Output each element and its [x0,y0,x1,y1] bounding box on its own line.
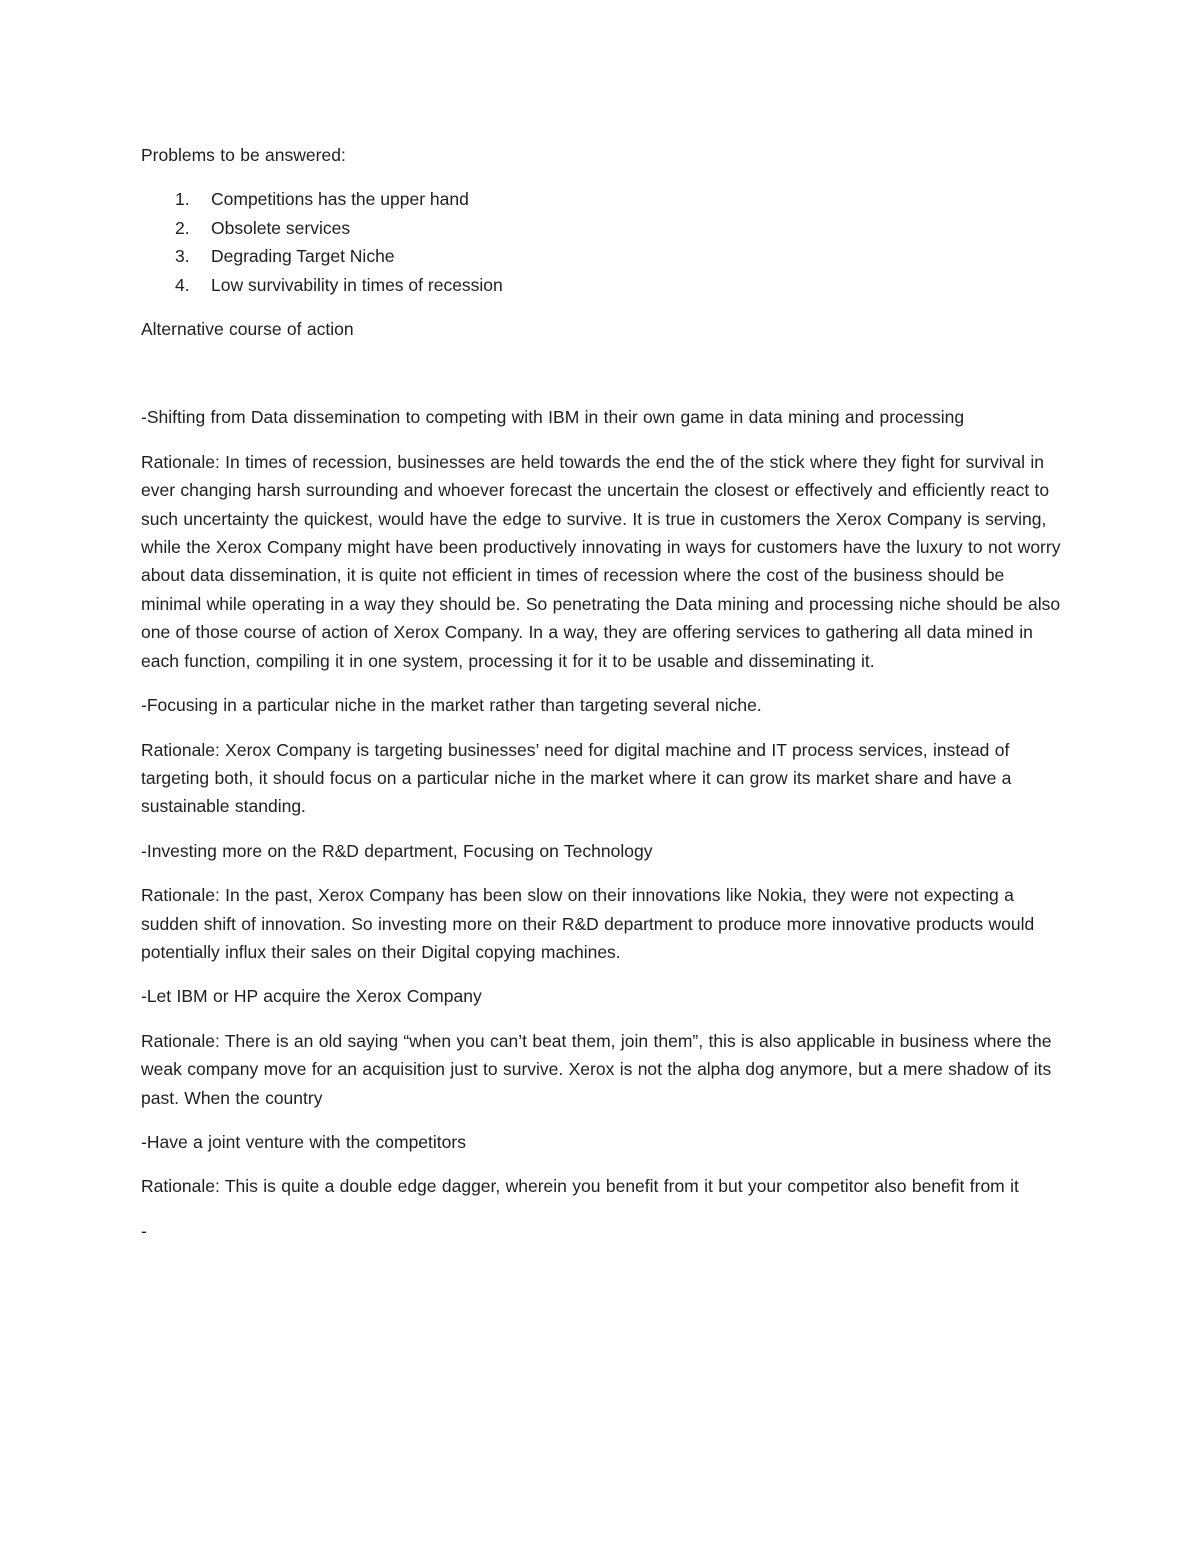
list-item-number: 3. [175,246,190,267]
alternatives-heading: Alternative course of action [141,319,354,340]
list-item [141,242,1066,270]
list-item-number: 4. [175,274,190,295]
list-item-text: Competitions has the upper hand [211,189,469,210]
list-item-text: Low survivability in times of recession [211,274,503,295]
alternative-rationale: Rationale: This is quite a double edge dagger, wherein you benefit from it but your competitor also benefit from it [141,1176,1019,1197]
alternative-rationale: Rationale: Xerox Company is targeting businesses’ need for digital machine and IT process services, instead of targeting both, it should focus on a particular niche in the market where it can grow its market share and have a sustainable standing. [141,739,1012,817]
list-item-number: 2. [175,217,190,238]
list-item [141,185,1066,213]
list-item [141,271,1066,299]
list-item-number: 1. [175,189,190,210]
alternative-action: -Let IBM or HP acquire the Xerox Company [141,986,482,1007]
document-body [141,141,1066,1261]
list-item-text: Degrading Target Niche [211,246,395,267]
alternative-action: -Have a joint venture with the competitors [141,1131,466,1152]
alternative-action: -Investing more on the R&D department, Focusing on Technology [141,840,653,861]
problems-heading: Problems to be answered: [141,145,346,165]
alternative-rationale: Rationale: There is an old saying “when you can’t beat them, join them”, this is also applicable in business where the weak company move for an acquisition just to survive. Xerox is not the alpha dog anymore, but a mere shadow of its past. When the country [141,1030,1052,1108]
alternative-action: -Focusing in a particular niche in the market rather than targeting several niche. [141,695,762,716]
alternative-rationale: Rationale: In times of recession, businesses are held towards the end the of the stick where they fight for survival in ever changing harsh surrounding and whoever forecast the uncertain the closest or effectively and efficiently react to such uncertainty the quickest, would have the edge to survive. It is true in customers the Xerox Company is serving, while the Xerox Company might have been productively innovating in ways for customers have the luxury to not worry about data dissemination, it is quite not efficient in times of recession where the cost of the business should be minimal while operating in a way they should be. So penetrating the Data mining and processing niche should be also one of those course of action of Xerox Company. In a way, they are offering services to gathering all data mined in each function, compiling it in one system, processing it for it to be usable and disseminating it. [141,451,1061,671]
list-item [141,214,1066,242]
list-item-text: Obsolete services [211,217,351,238]
alternative-rationale: Rationale: In the past, Xerox Company has been slow on their innovations like Nokia, they were not expecting a sudden shift of innovation. So investing more on their R&D department to produce more innovative products would potentially influx their sales on their Digital copying machines. [141,885,1035,962]
blank-line [141,359,1066,403]
trailing-dash: - [141,1220,147,1241]
alternative-action: -Shifting from Data dissemination to competing with IBM in their own game in data mining and processing [141,407,965,428]
problems-list [141,185,1066,299]
